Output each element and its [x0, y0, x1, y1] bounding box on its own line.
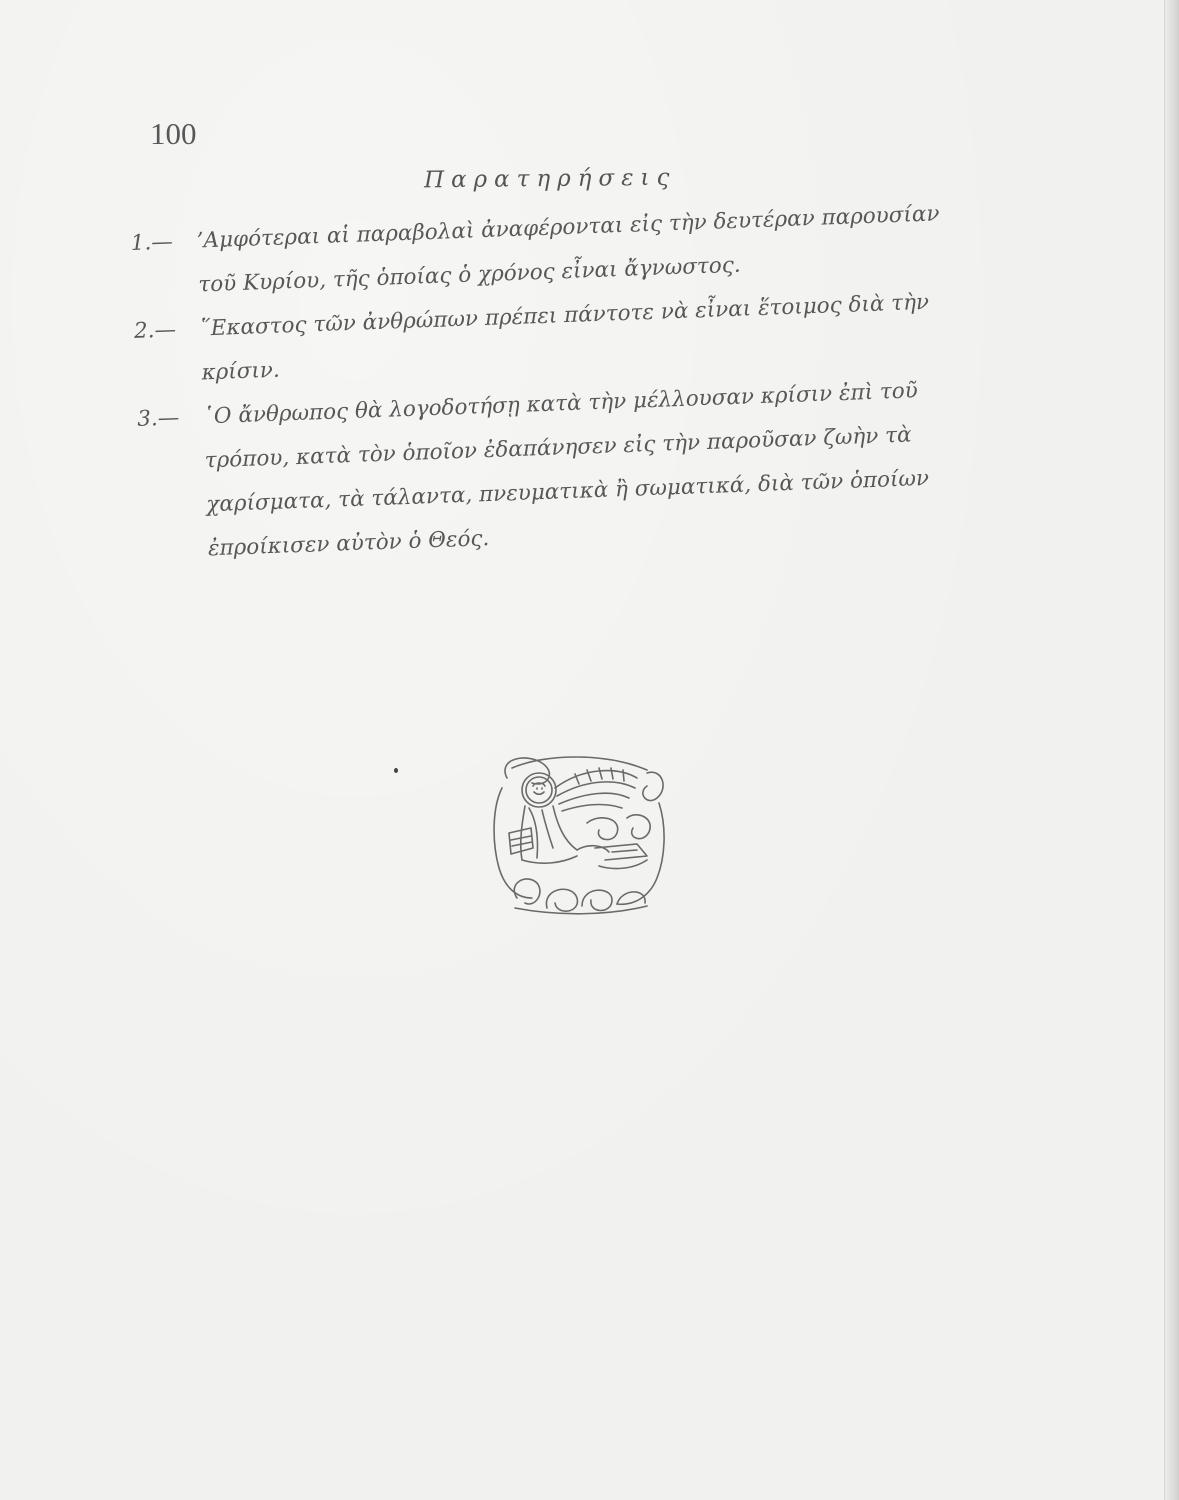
- note-3: [136, 366, 1022, 574]
- page-edge: [1164, 0, 1179, 1500]
- note-number: 2.—: [133, 317, 177, 344]
- section-heading: Παρατηρήσεις: [423, 164, 677, 194]
- note-line: ἐπροίκισεν αὐτὸν ὁ Θεός.: [207, 526, 490, 562]
- ink-speck: [394, 768, 398, 773]
- angel-vignette-icon: [487, 748, 672, 918]
- note-line: ῾Ο ἄνθρωπος θὰ λογοδοτήσῃ κατὰ τὴν μέλλουσαν κρίσιν ἐπὶ τοῦ: [202, 378, 919, 430]
- note-line: κρίσιν.: [201, 357, 281, 386]
- note-line: τρόπου, κατὰ τὸν ὁποῖον ἐδαπάνησεν εἰς τὴν παροῦσαν ζωὴν τὰ: [204, 422, 913, 474]
- notes-list: [130, 190, 1022, 574]
- page-number: 100: [150, 116, 197, 151]
- note-line: χαρίσματα, τὰ τάλαντα, πνευματικὰ ἢ σωματικά, διὰ τῶν ὁποίων: [205, 465, 930, 518]
- note-number: 3.—: [136, 405, 180, 432]
- note-line: τοῦ Κυρίου, τῆς ὁποίας ὁ χρόνος εἶναι ἄγνωστος.: [197, 252, 742, 298]
- note-number: 1.—: [130, 229, 174, 256]
- note-line: ῞Εκαστος τῶν ἀνθρώπων πρέπει πάντοτε νὰ εἶναι ἕτοιμος διὰ τὴν: [199, 289, 930, 342]
- note-line: ’Αμφότεραι αἱ παραβολαὶ ἀναφέρονται εἰς τὴν δευτέραν παρουσίαν: [196, 201, 940, 254]
